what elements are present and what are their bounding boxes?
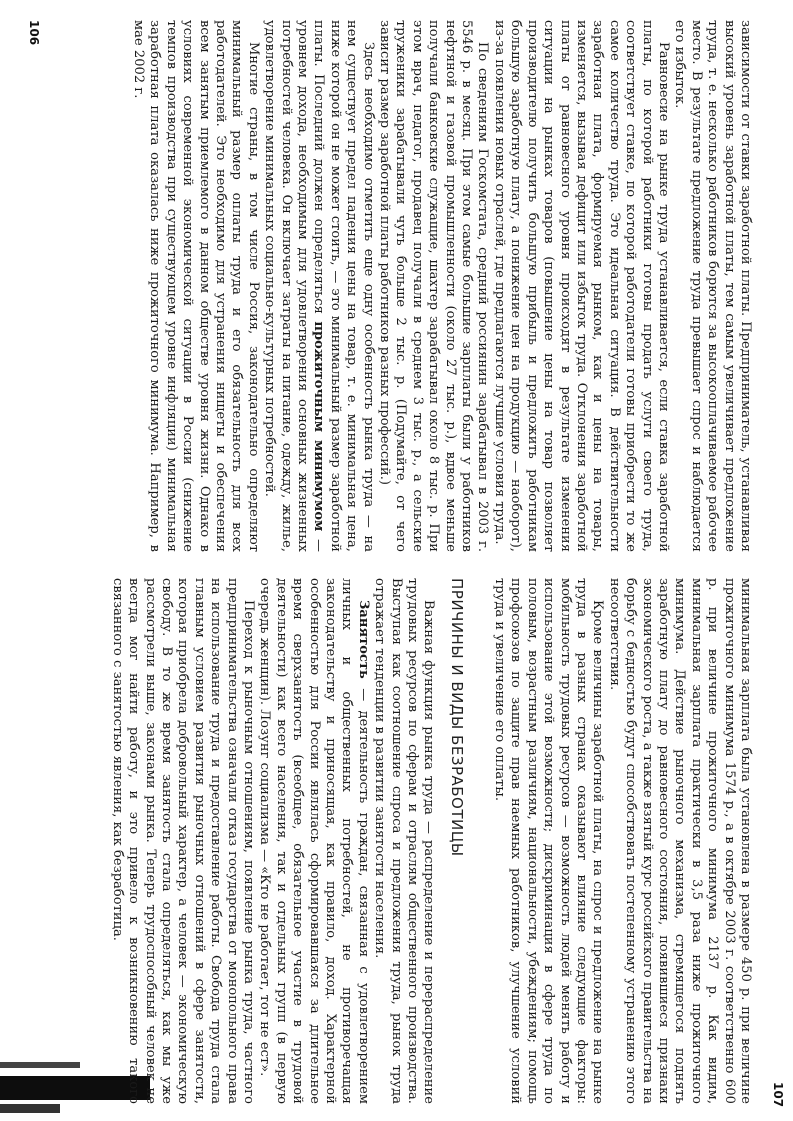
paragraph: По сведениям Госкомстата, средний россиянин зарабатывал в 2003 г. 5546 р. в месяц. При этом самые большие зарплаты были у работников нефтяной и газовой промышленности (около 27 тыс. р.), вдвое меньше получали банковские служащие, шахтер зарабатывал около 8 тыс. р. При этом врач, педагог, продавец получали в среднем 3 тыс. р., а сельские труженики зарабатывали чуть больше 2 тыс. р. (Подумайте, от чего зависит размер заработной платы работников разных профессий.): [377, 20, 491, 552]
paragraph: Многие страны, в том числе Россия, законодательно определяют минимальный размер оплаты труда и его обязательность для всех работодателей. Это необходимо для устранения нищеты и обеспечения всем занятым приемлемого в данном обществе уровня жизни. Однако в условиях современной экономической ситуации в России (снижение темпов производства при существующем уровне инфляции) минимальная заработная плата оказалась ниже прожиточного минимума. Например, в мае 2002 г.: [130, 20, 261, 552]
paragraph: Равновесие на рынке труда устанавливается, если ставка заработной платы, по которой работники готовы продать услуги своего труда, соответствует ставке, по которой работодатели готовы приобрести то же самое количество труда. Это идеальная ситуация. В действительности заработная плата, формируемая рынком, как и цены на товары, изменяется, вызывая дефицит или избыток труда. Отклонения заработной платы от равновесного уровня происходят в результате изменения ситуации на рынках товаров (повышение цены на товар позволяет производителю получить большую прибыль и предложить работникам большую заработную плату, а понижение цен на продукцию — наоборот), из-за появления новых отраслей, где предлагаются лучшие условия труда.: [491, 20, 671, 552]
paragraph: минимальная зарплата была установлена в размере 450 р. при величине прожиточного минимума 1574 р., а в октябре 2003 г. соответственно 600 р. при величине прожиточного минимума 2137 р. Как видим, минимальная зарплата практически в 3,5 раза ниже прожиточного минимума. Действие рыночного механизма, стремящегося поднять заработную плату до равновесного состояния, появившиеся признаки экономического роста, а также взятый курс российского правительства на борьбу с бедностью будут способствовать постепенному устранению этого несоответствия.: [606, 578, 753, 1104]
page-number: 106: [27, 20, 41, 46]
bold-term: Занятость: [355, 600, 371, 679]
bold-term: прожиточным минимумом: [311, 321, 327, 532]
section-title: ПРИЧИНЫ И ВИДЫ БЕЗРАБОТИЦЫ: [448, 578, 467, 857]
paragraph: [256, 578, 371, 1104]
paragraph: [261, 20, 376, 552]
right-page: [53, 578, 753, 1104]
paragraph: Кроме величины заработной платы, на спрос и предложение на рынке труда в разных странах оказывают влияние следующие факторы: мобильность трудовых ресурсов — возможность людей менять работу и использование этой возможности; дискриминация в сфере труда по половым, возрастным различиям, национальности, убеждениям; помощь профсоюзов по защите прав наемных работников, улучшение условий труда и увеличение его оплаты.: [491, 578, 606, 1104]
paragraph: Важная функция рынка труда — распределение и перераспределение трудовых ресурсов по сферам и отраслям общественного производства. Выступая как соотношение спроса и предложения труда, рынок труда отражает тенденции в развитии занятости населения.: [372, 578, 437, 1104]
paragraph-text: Здесь необходимо отметить еще одну особенность рынка труда — на нем существует предел падения цены на товар, т. е. минимальная цена, ниже которой он не может стоить, — это минимальный размер заработной платы. Последний должен определяться: [311, 20, 376, 552]
left-page: [53, 20, 753, 552]
paragraph-text: — уровнем дохода, необходимым для удовлетворения основных жизненных потребностей человека. Он включает затраты на питание, одежду, жилье, удовлетворение минимальных социально-культурных потребностей.: [262, 20, 327, 552]
page-number: 107: [771, 1082, 785, 1108]
paragraph-text: — деятельность граждан, связанная с удовлетворением личных и общественных потребностей, не противоречащая законодательству и приносящая, как правило, доход. Характерной особенностью для России являлась сформировавшаяся за длительное время сверхзанятость (всеобщее, обязательное участие в трудовой деятельности) как всего населения, так и отдельных групп (в первую очередь женщин). Лозунг социализма — «Кто не работает, тот не ест».: [257, 578, 371, 1104]
paragraph: Переход к рыночным отношениям, появление рынка труда, частного предпринимательства означали отказ государства от монопольного права на использование труда и предоставление работы. Свобода труда стала главным условием развития рыночных отношений в сфере занятости, которая приобрела добровольный характер, а человек — экономическую свободу. В то же время занятость стала определяться, как мы уже рассмотрели выше, законами рынка. Теперь трудоспособный человек не всегда мог найти работу, и это привело к возникновению такого связанного с занятостью явления, как безработица.: [109, 578, 257, 1104]
paragraph: зависимости от ставки заработной платы. Предприниматель, устанавливая высокий уровень заработной платы, тем самым увеличивает предложение труда, т. е. несколько работников борются за высокооплачиваемое рабочее место. В результате предложение труда превышает спрос и наблюдается его избыток.: [672, 20, 753, 552]
